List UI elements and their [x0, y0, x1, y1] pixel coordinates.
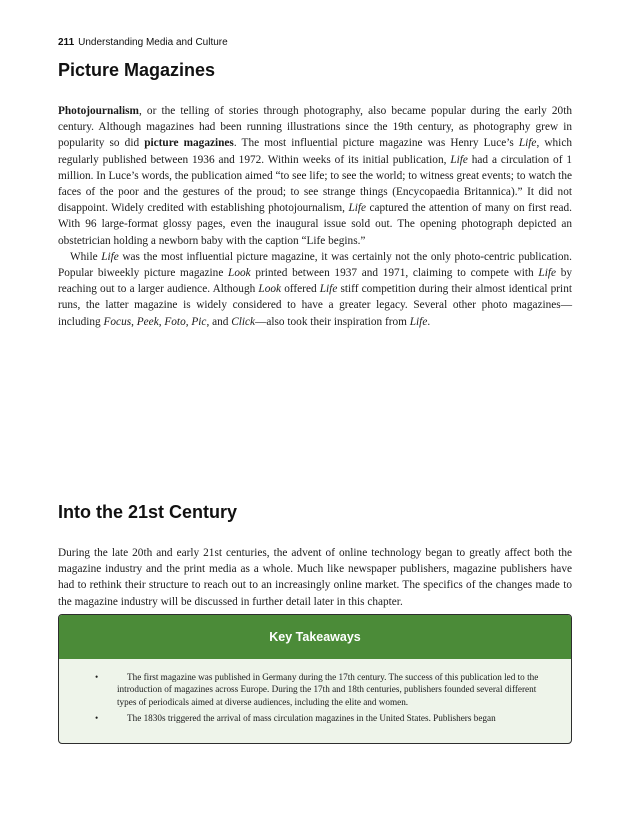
- text-run: , which regularly published between 1936 and 1972. Within weeks of its initial publication,: [58, 137, 572, 166]
- section-body-picture-magazines: [58, 103, 572, 330]
- text-run: stiff competition during their almost identical print runs, the latter magazine is widely considered to have a greater legacy. Several other photo magazines—including: [58, 283, 572, 328]
- bullet-icon: •: [95, 672, 99, 682]
- page-number: 211: [58, 37, 75, 48]
- list-item: [95, 712, 551, 724]
- title-foto: Foto: [164, 315, 186, 328]
- bullet-icon: •: [95, 713, 99, 724]
- title-life: Life: [450, 153, 468, 166]
- text-run: ,: [185, 315, 192, 328]
- title-life: Life: [409, 315, 428, 328]
- list-item: [95, 671, 551, 708]
- text-run: ,: [158, 315, 165, 328]
- title-life: Life: [101, 250, 119, 263]
- section-body-21st-century: [58, 545, 572, 610]
- list-item-text: The first magazine was published in Germany during the 17th century. The success of this publication led to the introduction of magazines across Europe. During the 17th and 18th centuries, publishers founded several different types of periodicals aimed at diverse audiences, including the elite and women.: [117, 672, 539, 707]
- text-run: . The most influential picture magazine was Henry Luce’s: [233, 137, 519, 150]
- key-takeaways-header: Key Takeaways: [59, 615, 571, 659]
- paragraph: [58, 249, 572, 330]
- title-click: Click: [231, 315, 256, 328]
- title-life: Life: [319, 283, 338, 296]
- text-run: While: [70, 250, 102, 263]
- title-life: Life: [518, 137, 537, 150]
- text-run: printed between 1937 and 1971, claiming to compete with: [250, 267, 539, 280]
- text-run: —also took their inspiration from: [255, 315, 410, 328]
- text-run: offered: [281, 283, 320, 296]
- title-look: Look: [258, 283, 282, 296]
- title-focus: Focus: [103, 315, 132, 328]
- section-title-picture-magazines: Picture Magazines: [58, 60, 216, 80]
- paragraph: During the late 20th and early 21st centuries, the advent of online technology began to greatly affect both the magazine industry and the print media as a whole. Much like newspaper publishers, magazine publishers have had to rethink their structure to reach out to an increasingly online market. The specifics of the changes made to the magazine industry will be discussed in further detail later in this chapter.: [58, 547, 572, 608]
- text-run: captured the attention of many on first read. With 96 large-format glossy pages, even the inaugural issue sold out. The opening photograph depicted an obstetrician holding a newborn baby with the caption “Life begins.”: [58, 202, 573, 247]
- text-run: , or the telling of stories through photography, also became popular during the early 20th century. Although magazines had been running illustrations since the 19th century, as photography grew in popularity so did: [58, 105, 572, 150]
- title-pic: Pic: [191, 315, 207, 328]
- key-takeaways-box: [58, 614, 572, 744]
- text-run: .: [427, 315, 431, 328]
- title-look: Look: [228, 267, 251, 280]
- text-run: was the most influential picture magazine, it was certainly not the only photo-centric publication. Popular biweekly picture magazine: [58, 250, 572, 280]
- list-item-text: The 1830s triggered the arrival of mass circulation magazines in the United States. Publishers began: [127, 713, 496, 724]
- section-title-21st-century: Into the 21st Century: [58, 502, 238, 522]
- text-run: ,: [131, 315, 137, 328]
- text-run: by reaching out to a larger audience. Although: [58, 267, 572, 296]
- text-run: , and: [206, 315, 232, 328]
- key-takeaways-list: [59, 659, 571, 725]
- book-title: Understanding Media and Culture: [78, 37, 228, 48]
- running-head: [58, 37, 228, 48]
- title-life: Life: [348, 202, 367, 215]
- title-life: Life: [538, 267, 556, 280]
- title-peek: Peek: [136, 315, 159, 328]
- term-picture-magazines: picture magazines: [144, 137, 234, 150]
- paragraph: [58, 103, 572, 249]
- term-photojournalism: Photojournalism: [58, 105, 139, 117]
- text-run: had a circulation of 1 million. In Luce’s words, the publication aimed “to see life; to see the world; to witness great events; to watch the faces of the poor and the gestures of the proud; to see strange things (Encycopaedia Britannica).” It did not disappoint. Widely credited with establishing photojournalism,: [58, 153, 572, 215]
